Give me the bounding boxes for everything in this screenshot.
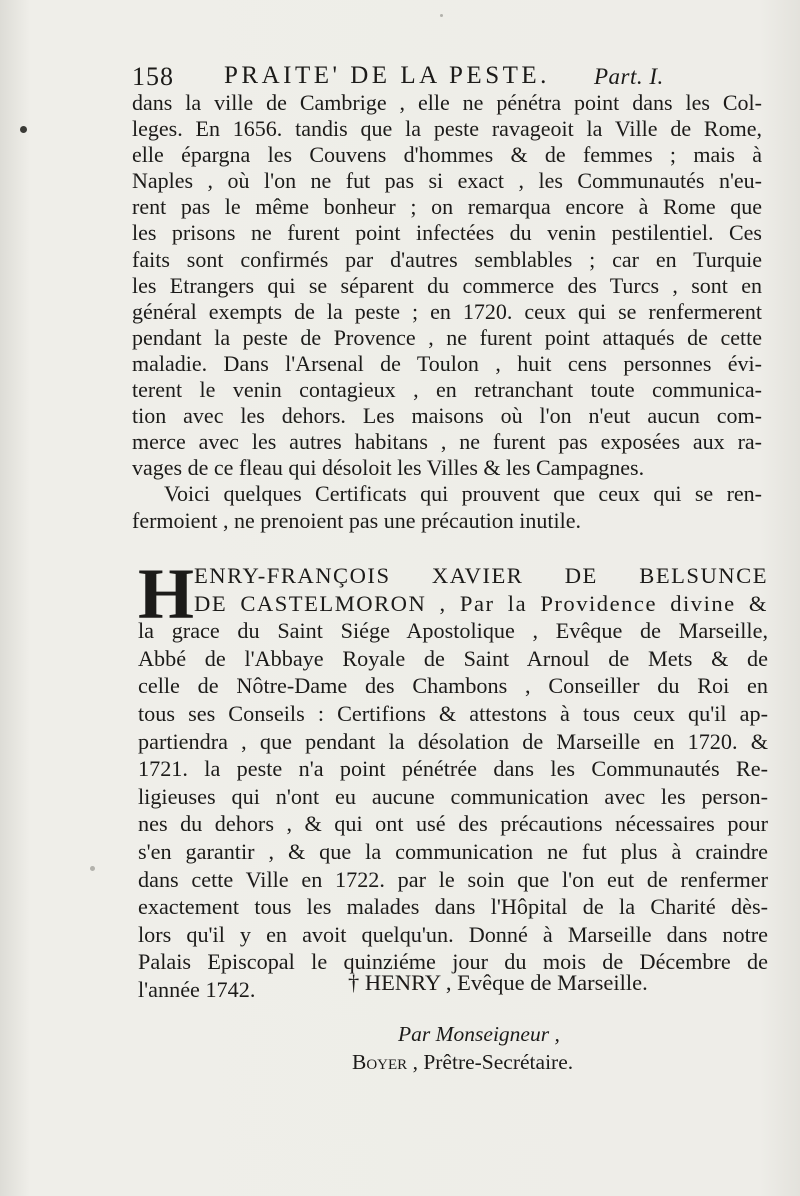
par-monseigneur: Par Monseigneur , xyxy=(398,1022,560,1046)
certificate-line: lors qu'il y en avoit quelqu'un. Donné à Marseille dans notre xyxy=(138,921,768,947)
paper-speck xyxy=(440,14,443,17)
body-text xyxy=(132,90,762,534)
certificate-line: Abbé de l'Abbaye Royale de Saint Arnoul de Mets & de xyxy=(138,645,768,671)
certificate-line: exactement tous les malades dans l'Hôpital de la Charité dès- xyxy=(138,894,768,920)
certificate-line: 1721. la peste n'a point pénétrée dans les Communautés Re- xyxy=(138,756,768,782)
drop-cap: H xyxy=(138,554,195,634)
secretary-name: Boyer xyxy=(352,1050,408,1074)
certificate-heading-line: DE CASTELMORON , Par la Providence divine & xyxy=(194,590,768,616)
certificate-line: Palais Episcopal le quinziéme jour du mois de Décembre de xyxy=(138,949,768,975)
text-line: général exempts de la peste ; en 1720. ceux qui se renfermerent xyxy=(132,298,762,324)
text-line: rent pas le même bonheur ; on remarqua encore à Rome que xyxy=(132,194,762,220)
text-line: dans la ville de Cambrige , elle ne pénétra point dans les Col- xyxy=(132,90,762,115)
text-line: vages de ce fleau qui désoloit les Villes & les Campagnes. xyxy=(132,455,645,481)
certificate-line: l'année 1742. xyxy=(138,976,256,1002)
text-line: Naples , où l'on ne fut pas si exact , les Communautés n'eu- xyxy=(132,168,762,194)
text-line: maladie. Dans l'Arsenal de Toulon , huit cens personnes évi- xyxy=(132,350,762,376)
part-label: Part. I. xyxy=(594,64,664,89)
text-line: Voici quelques Certificats qui prouvent que ceux qui se ren- xyxy=(164,481,762,507)
margin-ink-dot xyxy=(20,126,27,133)
certificate-line: la grace du Saint Siége Apostolique , Evêque de Marseille, xyxy=(138,618,768,644)
page-header xyxy=(132,58,772,92)
certificate-line: celle de Nôtre-Dame des Chambons , Conseiller du Roi en xyxy=(138,673,768,699)
running-title: PRAITE' DE LA PESTE. xyxy=(224,62,550,89)
signature-line: † HENRY , Evêque de Marseille. xyxy=(348,970,648,995)
secretary-line xyxy=(352,1050,573,1075)
text-line: fermoient , ne prenoient pas une précaution inutile. xyxy=(132,507,582,533)
paper-speck xyxy=(90,866,95,871)
text-line: leges. En 1656. tandis que la peste ravageoit la Ville de Rome, xyxy=(132,116,762,142)
text-line: faits sont confirmés par d'autres semblables ; car en Turquie xyxy=(132,246,762,272)
certificate-line: s'en garantir , & que la communication ne fut plus à craindre xyxy=(138,838,768,864)
text-line: elle épargna les Couvens d'hommes & de femmes ; mais à xyxy=(132,142,762,168)
text-line: merce avec les autres habitans , ne furent pas exposées aux ra- xyxy=(132,429,762,455)
page-number: 158 xyxy=(132,62,174,91)
certificate-heading-line: ENRY-FRANÇOIS XAVIER DE BELSUNCE xyxy=(194,563,768,588)
text-line: les prisons ne furent point infectées du venin pestilentiel. Ces xyxy=(132,220,762,246)
certificate-line: ligieuses qui n'ont eu aucune communication avec les person- xyxy=(138,783,768,809)
certificate-line: partiendra , que pendant la désolation de Marseille en 1720. & xyxy=(138,728,768,754)
certificate-line: nes du dehors , & qui ont usé des précautions nécessaires pour xyxy=(138,811,768,837)
certificate-line: dans cette Ville en 1722. par le soin que l'on eut de renfermer xyxy=(138,866,768,892)
certificate-line: tous ses Conseils : Certifions & attestons à tous ceux qu'il ap- xyxy=(138,700,768,726)
text-line: terent le venin contagieux , en retranchant toute communica- xyxy=(132,377,762,403)
secretary-title: , Prêtre-Secrétaire. xyxy=(407,1050,574,1074)
text-line: tion avec les dehors. Les maisons où l'on n'eut aucun com- xyxy=(132,403,762,429)
text-line: pendant la peste de Provence , ne furent point attaqués de cette xyxy=(132,324,762,350)
certificate xyxy=(138,554,768,1004)
text-line: les Etrangers qui se séparent du commerce des Turcs , sont en xyxy=(132,272,762,298)
